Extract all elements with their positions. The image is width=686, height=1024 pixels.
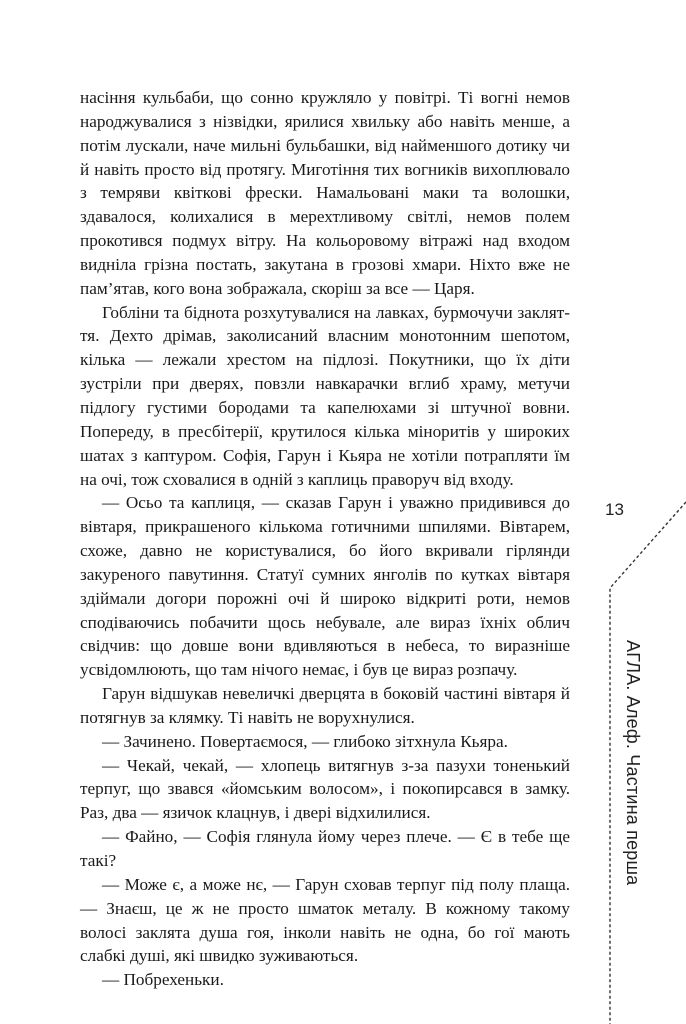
paragraph: насіння кульбаби, що сонно кружляло у повітрі. Ті вогні немов народжувалися з нізвідки, ярилися хвильку або навіть менше, а потім лускали, наче мильні бульбашки, від найменшого дотику чи й навіть просто від протягу. Миготіння тих вогників вихоплювало з темряви квіткові фрески. Намальовані маки та волошки, здавалося, колихалися в мерехтливому світлі, немов полем прокотився подмух вітру. На кольоровому вітражі над входом видніла грізна постать, закутана в грозові хмари. Ніхто вже не пам’ятав, кого вона зображала, скоріш за все — Царя. (80, 88, 570, 298)
paragraph: — Файно, — Софія глянула йому через плече. — Є в тебе ще такі? (80, 827, 570, 870)
paragraph: — Може є, а може нє, — Гарун сховав терпуг під полу плаща. — Знаєш, це ж не просто шматок металу. В кожному такому волосі заклята душа гоя, інколи навіть не одна, бо гої мають слабкі душі, які швидко зуживаються. (80, 874, 570, 966)
paragraph: — Осьо та каплиця, — сказав Гарун і уважно придивився до вівтаря, прикрашеного кількома готичними шпилями. Вівтарем, схоже, давно не користувалися, бо його вкривали гірлянди закуреного павутиння. Статуї сумних янголів по кутках вівтаря здіймали догори порожні очі й широко відкриті роти, немов сподіваючись побачити щось небувале, але вираз їхніх облич свідчив: що довше вони вдивляються в небеса, то виразніше усвідомлюють, що там нічого немає, і був це вираз розпачу. (80, 493, 570, 680)
paragraph: — Зачинено. Повертаємося, — глибоко зітхнула Кьяра. (102, 731, 508, 751)
chapter-tab-outline (600, 500, 686, 1024)
paragraph: — Чекай, чекай, — хлопець витягнув з-за пазухи тоненький терпуг, що звався «йомським волосом», і покопирсався в замку. Раз, два — язичок клацнув, і двері відхилилися. (80, 755, 570, 823)
running-head: АГЛА. Алеф. Частина перша (623, 640, 643, 886)
paragraph: Гобліни та біднота розхутувалися на лавках, бурмочучи закляття. Дехто дрімав, заколисаний власним монотонним шепотом, кілька — лежали хрестом на підлозі. Покутники, що їх діти зустріли при дверях, повзли навкарачки вглиб храму, метучи підлогу густими бородами та капелюхами зі штучної вовни. Попереду, в пресбітерії, крутилося кілька міноритів у широких шатах з каптуром. Софія, Гарун і Кьяра не хотіли потрапляти їм на очі, тож сховалися в одній з каплиць праворуч від входу. (80, 302, 570, 489)
paragraph: Гарун відшукав невеличкі дверцята в боковій частині вівтаря й потягнув за клямку. Ті навіть не ворухнулися. (80, 684, 570, 727)
paragraph: — Побрехеньки. (102, 970, 224, 990)
body-text (80, 86, 570, 992)
page-number: 13 (605, 500, 624, 519)
